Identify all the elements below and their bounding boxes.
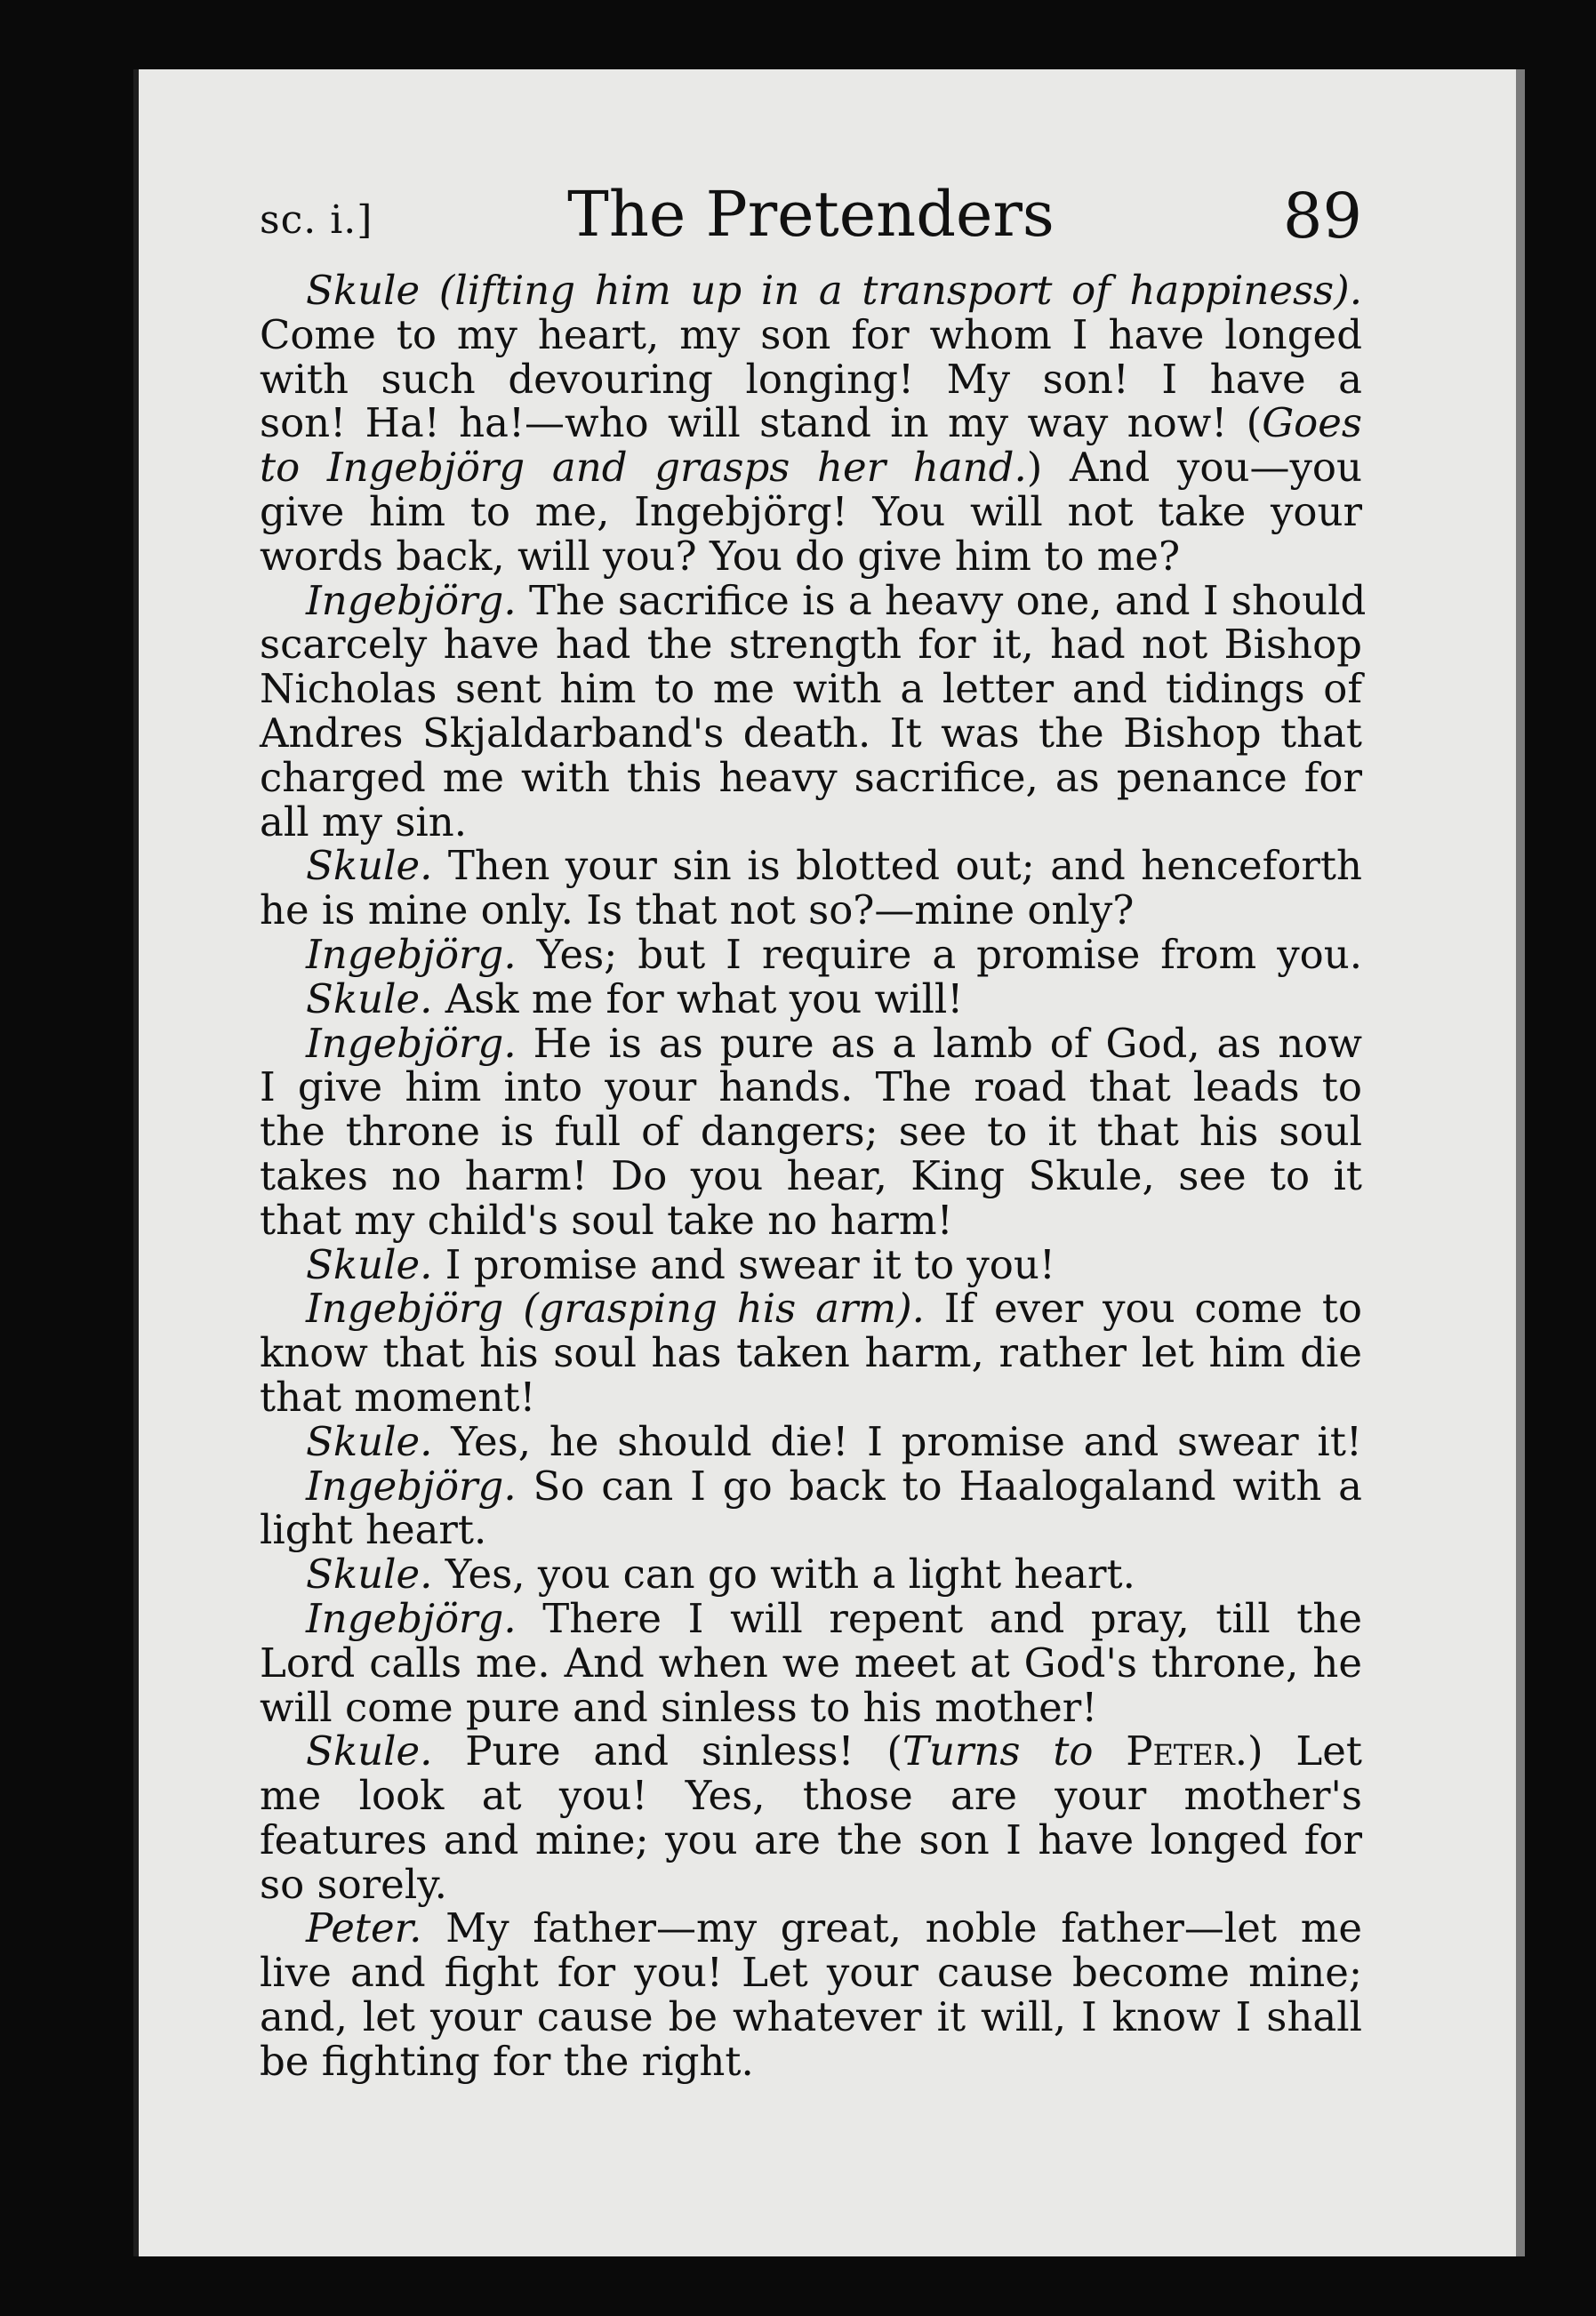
line-text: Lord calls me. And when we meet at God's throne, he bbox=[260, 1639, 1362, 1687]
text-line bbox=[260, 534, 1362, 579]
italic-text: Skule. bbox=[306, 842, 433, 890]
italic-text: Skule. bbox=[306, 974, 433, 1022]
italic-text: Skule. bbox=[306, 1551, 433, 1599]
line-text: live and fight for you! Let your cause become mine; bbox=[260, 1949, 1362, 1997]
running-header bbox=[260, 178, 1362, 258]
text-line bbox=[260, 888, 1362, 933]
text-line bbox=[260, 974, 1362, 1022]
running-title: The Pretenders bbox=[567, 178, 1055, 251]
text-line bbox=[260, 1331, 1362, 1375]
text-line bbox=[260, 667, 1362, 711]
italic-text: Skule. bbox=[306, 1240, 433, 1288]
text-line bbox=[260, 1286, 1362, 1331]
line-text: .) Let bbox=[1234, 1727, 1362, 1775]
italic-text: Ingebjörg. bbox=[306, 1594, 517, 1642]
text-line bbox=[260, 1641, 1362, 1686]
text-line bbox=[260, 930, 1362, 978]
text-line bbox=[260, 1240, 1362, 1288]
text-line bbox=[260, 711, 1362, 756]
text-line bbox=[260, 1995, 1362, 2040]
italic-text: Skule (lifting him up in a transport of happiness). bbox=[306, 267, 1362, 314]
italic-text: Ingebjörg. bbox=[306, 1462, 517, 1510]
text-line bbox=[260, 2037, 1362, 2085]
line-text: so sorely. bbox=[260, 1860, 447, 1908]
line-text: Then your sin is blotted out; and henceforth bbox=[432, 842, 1362, 890]
line-text: with such devouring longing! My son! I have a bbox=[260, 355, 1362, 403]
line-text: The sacrifice is a heavy one, and I should bbox=[516, 576, 1367, 624]
italic-text: Ingebjörg. bbox=[306, 1019, 517, 1067]
line-text: Ask me for what you will! bbox=[432, 974, 964, 1022]
page-edge bbox=[1516, 69, 1525, 2256]
italic-text: Ingebjörg. bbox=[306, 576, 517, 624]
line-text: Yes; but I require a promise from you. bbox=[516, 930, 1362, 978]
page-number: 89 bbox=[1282, 180, 1362, 252]
text-line bbox=[260, 1019, 1362, 1067]
play-text bbox=[260, 267, 1367, 2085]
text-line bbox=[260, 753, 1362, 801]
text-line bbox=[260, 1508, 1362, 1552]
line-text: he is mine only. Is that not so?—mine only? bbox=[260, 886, 1135, 934]
text-line bbox=[260, 1198, 1362, 1243]
line-text: will come pure and sinless to his mother! bbox=[260, 1683, 1098, 1731]
italic-text: Skule. bbox=[306, 1417, 433, 1465]
line-text: all my sin. bbox=[260, 797, 468, 845]
text-line bbox=[260, 1464, 1362, 1509]
text-line bbox=[260, 844, 1362, 888]
line-text: me look at you! Yes, those are your mother's bbox=[260, 1772, 1362, 1820]
line-text: If ever you come to bbox=[924, 1285, 1362, 1333]
line-text: give him to me, Ingebjörg! You will not take your bbox=[260, 487, 1362, 535]
text-line bbox=[260, 1417, 1362, 1465]
text-line bbox=[260, 1951, 1362, 1995]
line-text: So can I go back to Haalogaland with a bbox=[516, 1462, 1362, 1510]
line-text: son! Ha! ha!—who will stand in my way now! ( bbox=[260, 399, 1263, 447]
text-line bbox=[260, 1774, 1362, 1818]
line-text: charged me with this heavy sacrifice, as penance for bbox=[260, 753, 1362, 801]
line-text: Come to my heart, my son for whom I have longed bbox=[260, 310, 1362, 358]
italic-text: Peter. bbox=[306, 1904, 422, 1952]
line-text: light heart. bbox=[260, 1506, 487, 1554]
line-text: words back, will you? You do give him to me? bbox=[260, 532, 1181, 580]
line-text: Yes, you can go with a light heart. bbox=[432, 1551, 1135, 1599]
text-line bbox=[260, 1594, 1362, 1642]
text-line bbox=[260, 1729, 1362, 1774]
line-text: Pure and sinless! ( bbox=[432, 1727, 902, 1775]
scene-label: sc. i.] bbox=[260, 197, 373, 243]
text-line bbox=[260, 1906, 1362, 1951]
line-text: He is as pure as a lamb of God, as now bbox=[516, 1019, 1362, 1067]
text-line bbox=[260, 576, 1367, 624]
line-text: There I will repent and pray, till the bbox=[516, 1594, 1362, 1642]
line-text: My father—my great, noble father—let me bbox=[421, 1904, 1362, 1952]
text-line bbox=[260, 310, 1362, 358]
text-line bbox=[260, 1683, 1362, 1731]
line-text: takes no harm! Do you hear, King Skule, see to it bbox=[260, 1151, 1362, 1199]
italic-text: Turns to bbox=[902, 1727, 1127, 1775]
line-text: ) And you—you bbox=[1026, 444, 1362, 492]
italic-text: Ingebjörg (grasping his arm). bbox=[306, 1285, 925, 1333]
text-line bbox=[260, 1375, 1362, 1420]
text-line bbox=[260, 1151, 1362, 1199]
line-text: the throne is full of dangers; see to it that his soul bbox=[260, 1108, 1362, 1156]
line-text: Andres Skjaldarband's death. It was the Bishop that bbox=[260, 709, 1362, 757]
page-gutter bbox=[133, 69, 139, 2256]
line-text: that my child's soul take no harm! bbox=[260, 1196, 953, 1244]
small-caps-text: Peter bbox=[1126, 1727, 1235, 1775]
text-line bbox=[260, 1110, 1362, 1154]
text-line bbox=[260, 487, 1362, 535]
line-text: features and mine; you are the son I have longed for bbox=[260, 1815, 1362, 1863]
text-line bbox=[260, 1552, 1362, 1597]
line-text: scarcely have had the strength for it, had not Bishop bbox=[260, 621, 1362, 669]
line-text: Nicholas sent him to me with a letter and tidings of bbox=[260, 665, 1362, 713]
text-line bbox=[260, 797, 1362, 845]
line-text: I give him into your hands. The road that leads to bbox=[260, 1063, 1362, 1111]
line-text: know that his soul has taken harm, rather let him die bbox=[260, 1329, 1362, 1377]
text-line bbox=[260, 1065, 1362, 1110]
text-line bbox=[260, 401, 1362, 445]
line-text: and, let your cause be whatever it will, I know I shall bbox=[260, 1993, 1362, 2041]
text-line bbox=[260, 268, 1362, 313]
line-text: that moment! bbox=[260, 1373, 536, 1421]
italic-text: Skule. bbox=[306, 1727, 433, 1775]
text-line bbox=[260, 357, 1362, 402]
line-text: be fighting for the right. bbox=[260, 2037, 754, 2085]
text-line bbox=[260, 445, 1362, 490]
line-text: Yes, he should die! I promise and swear it! bbox=[432, 1417, 1362, 1465]
text-line bbox=[260, 622, 1362, 667]
italic-text: Ingebjörg. bbox=[306, 930, 517, 978]
text-line bbox=[260, 1860, 1362, 1908]
text-line bbox=[260, 1815, 1362, 1863]
italic-text: Goes bbox=[1262, 399, 1362, 447]
italic-text: to Ingebjörg and grasps her hand. bbox=[260, 444, 1027, 492]
line-text: I promise and swear it to you! bbox=[432, 1240, 1055, 1288]
